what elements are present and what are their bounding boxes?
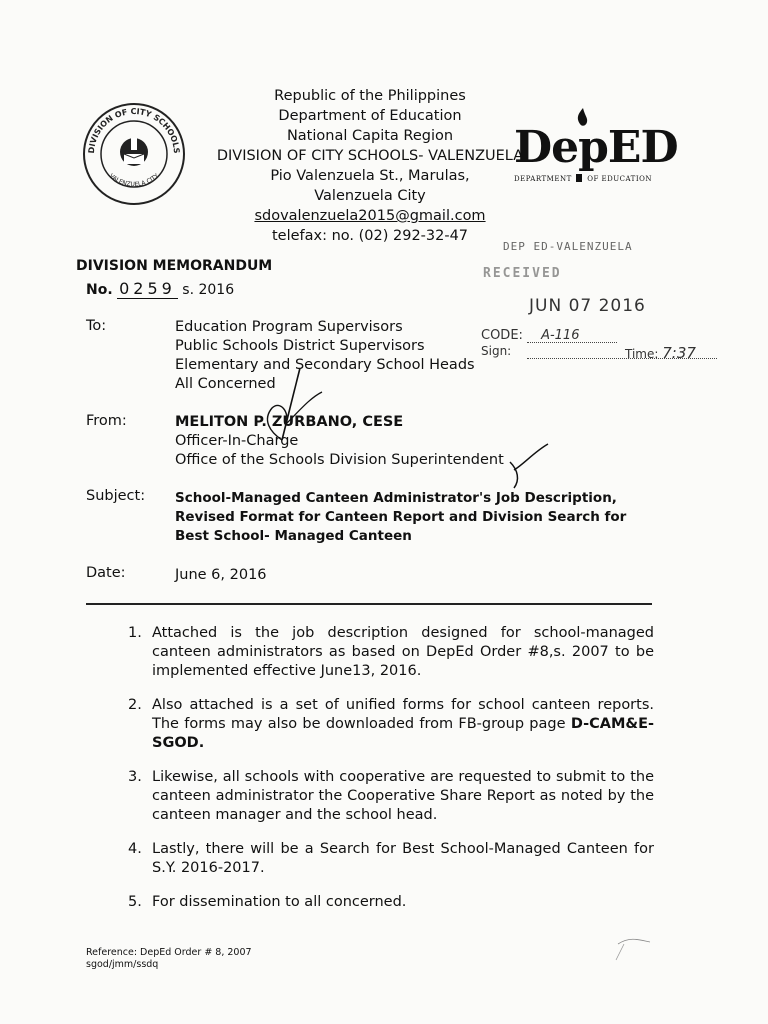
subject-block — [175, 489, 626, 546]
list-item — [128, 768, 654, 825]
logo-sub-left: DEPARTMENT — [514, 175, 572, 183]
logo-sub-right: OF EDUCATION — [587, 175, 652, 183]
memo-title: DIVISION MEMORANDUM — [76, 258, 273, 274]
item-text: Likewise, all schools with cooperative are requested to submit to the canteen administrator the Cooperative Share Report as noted by the canteen manager and the school head. — [152, 769, 654, 823]
deped-logo — [512, 108, 678, 188]
recipient-line: Public Schools District Supervisors — [175, 338, 425, 354]
header-line-6: Valenzuela City — [314, 188, 426, 204]
header-divider — [86, 603, 652, 605]
subject-line: School-Managed Canteen Administrator's Job Description, — [175, 490, 617, 506]
to-label: To: — [86, 318, 107, 334]
stamp-received: RECEIVED — [483, 266, 562, 281]
list-item — [128, 696, 654, 753]
torch-icon — [576, 174, 582, 182]
from-block — [175, 413, 504, 470]
item-text: Attached is the job description designed for school-managed canteen administrators as based on DepEd Order #8,s. 2007 to be implemented effective June13, 2016. — [152, 625, 654, 679]
stamp-time-value: 7:37 — [662, 344, 696, 362]
svg-text:DIVISION OF CITY SCHOOLS: DIVISION OF CITY SCHOOLS — [86, 106, 182, 154]
stamp-date: JUN 07 2016 — [529, 296, 646, 316]
memo-series: s. 2016 — [182, 282, 235, 298]
item-number: 5. — [128, 894, 142, 910]
memo-number — [86, 279, 234, 298]
reference-line: Reference: DepEd Order # 8, 2007 — [86, 947, 252, 958]
svg-text:VALENZUELA CITY: VALENZUELA CITY — [107, 172, 161, 189]
subject-line: Best School- Managed Canteen — [175, 528, 412, 544]
item-number: 2. — [128, 697, 142, 713]
subject-label: Subject: — [86, 488, 146, 504]
fb-group-name: D-CAM&E-SGOD. — [152, 716, 654, 751]
stamp-time-label: Time: — [625, 347, 659, 361]
item-text: For dissemination to all concerned. — [152, 894, 407, 910]
sender-office: Office of the Schools Division Superintendent — [175, 452, 504, 468]
list-item — [128, 840, 654, 878]
item-number: 3. — [128, 769, 142, 785]
header-line-1: Republic of the Philippines — [274, 88, 466, 104]
header-line-5: Pio Valenzuela St., Marulas, — [270, 168, 470, 184]
stamp-code-label: CODE: — [481, 328, 523, 343]
item-number: 4. — [128, 841, 142, 857]
logo-word: DepED — [514, 122, 678, 173]
recipient-line: All Concerned — [175, 376, 276, 392]
date-label: Date: — [86, 565, 126, 581]
stamp-sign-label: Sign: — [481, 344, 512, 358]
from-label: From: — [86, 413, 127, 429]
subject-line: Revised Format for Canteen Report and Division Search for — [175, 509, 627, 525]
reference-note — [86, 947, 252, 971]
sender-position: Officer-In-Charge — [175, 433, 299, 449]
memo-items — [128, 624, 654, 927]
division-seal — [80, 100, 188, 208]
list-item — [128, 893, 654, 912]
stamp-sign-line — [527, 358, 717, 359]
received-stamp — [475, 236, 725, 376]
item-text: Lastly, there will be a Search for Best School-Managed Canteen for S.Y. 2016-2017. — [152, 841, 654, 876]
letterhead — [200, 86, 540, 246]
memo-number-value: 0259 — [119, 279, 176, 298]
reference-initials: sgod/jmm/ssdq — [86, 959, 159, 970]
header-telefax: telefax: no. (02) 292-32-47 — [271, 228, 469, 244]
header-line-2: Department of Education — [278, 108, 462, 124]
header-email-link[interactable]: sdovalenzuela2015@gmail.com — [254, 208, 486, 224]
stamp-office: DEP ED-VALENZUELA — [503, 240, 633, 253]
item-number: 1. — [128, 625, 142, 641]
stamp-time — [625, 344, 696, 362]
stamp-code-value: A-116 — [541, 328, 580, 343]
item-text: Also attached is a set of unified forms for school canteen reports. The forms may also be downloaded from FB-group page D-CAM&E-SGOD. — [152, 697, 654, 751]
sender-name: MELITON P. ZURBANO, CESE — [175, 414, 404, 430]
header-line-3: National Capita Region — [286, 128, 454, 144]
to-recipients — [175, 318, 475, 394]
recipient-line: Education Program Supervisors — [175, 319, 403, 335]
memo-no-prefix: No. — [86, 282, 113, 298]
list-item — [128, 624, 654, 681]
header-line-4: DIVISION OF CITY SCHOOLS- VALENZUELA — [216, 148, 524, 164]
date-value: June 6, 2016 — [175, 567, 267, 583]
stamp-code-line — [527, 342, 617, 343]
recipient-line: Elementary and Secondary School Heads — [175, 357, 475, 373]
stamp-code — [481, 328, 579, 343]
logo-subtitle — [514, 174, 652, 183]
